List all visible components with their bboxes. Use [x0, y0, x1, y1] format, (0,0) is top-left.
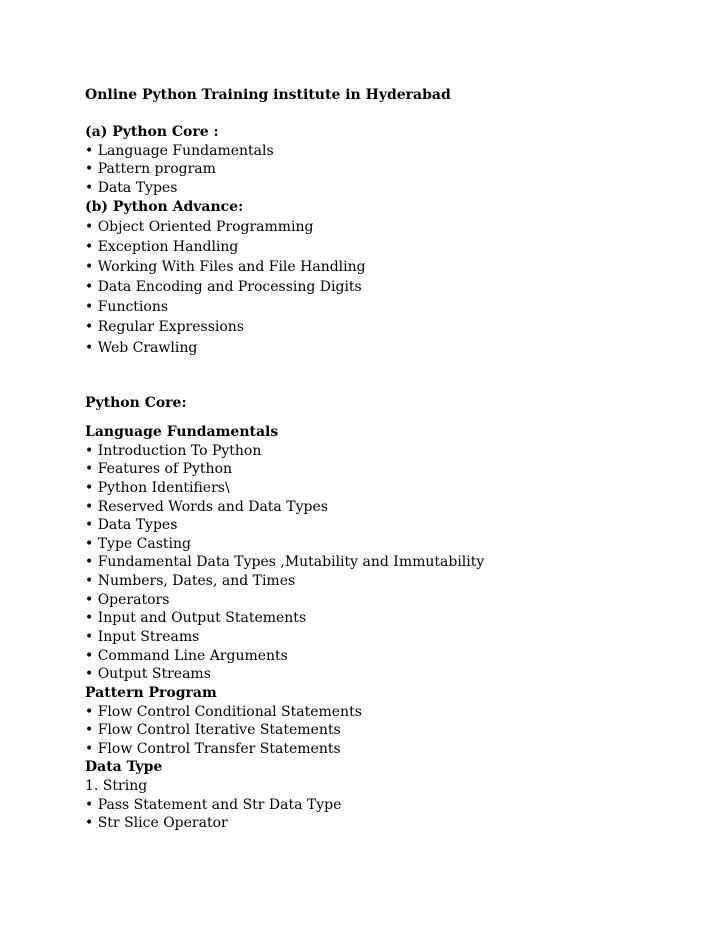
list-item: • Python Identifiers\ [85, 480, 230, 496]
list-item: • Reserved Words and Data Types [85, 499, 328, 515]
list-item: • Web Crawling [85, 340, 198, 356]
list-item: • Introduction To Python [85, 443, 262, 459]
list-item: • Language Fundamentals [85, 143, 274, 159]
python-core-heading: Python Core: [85, 395, 187, 411]
data-type-heading: Data Type [85, 759, 163, 775]
list-item: • Pass Statement and Str Data Type [85, 797, 342, 813]
list-item: • Flow Control Transfer Statements [85, 741, 341, 757]
list-item: • Pattern program [85, 161, 216, 177]
list-item: • Data Types [85, 517, 178, 533]
list-item: • Type Casting [85, 536, 191, 552]
list-item: • Command Line Arguments [85, 648, 288, 664]
list-item: • Object Oriented Programming [85, 219, 314, 235]
list-item: • Data Types [85, 180, 178, 196]
list-item: • Input Streams [85, 629, 200, 645]
list-item: 1. String [85, 778, 148, 794]
list-item: • Features of Python [85, 461, 233, 477]
list-item: • Data Encoding and Processing Digits [85, 279, 362, 295]
language-fundamentals-heading: Language Fundamentals [85, 424, 279, 440]
list-item: • Str Slice Operator [85, 815, 228, 831]
list-item: • Flow Control Conditional Statements [85, 704, 362, 720]
pattern-program-heading: Pattern Program [85, 685, 217, 701]
list-item: • Working With Files and File Handling [85, 259, 366, 275]
list-item: • Output Streams [85, 666, 211, 682]
list-item: • Numbers, Dates, and Times [85, 573, 296, 589]
list-item: • Exception Handling [85, 239, 239, 255]
list-item: • Operators [85, 592, 170, 608]
section-a-heading: (a) Python Core : [85, 124, 219, 140]
list-item: • Input and Output Statements [85, 610, 307, 626]
list-item: • Functions [85, 299, 169, 315]
document-title: Online Python Training institute in Hyderabad [85, 87, 451, 103]
list-item: • Fundamental Data Types ,Mutability and Immutability [85, 554, 485, 570]
section-b-heading: (b) Python Advance: [85, 199, 244, 215]
list-item: • Flow Control Iterative Statements [85, 722, 341, 738]
list-item: • Regular Expressions [85, 319, 245, 335]
